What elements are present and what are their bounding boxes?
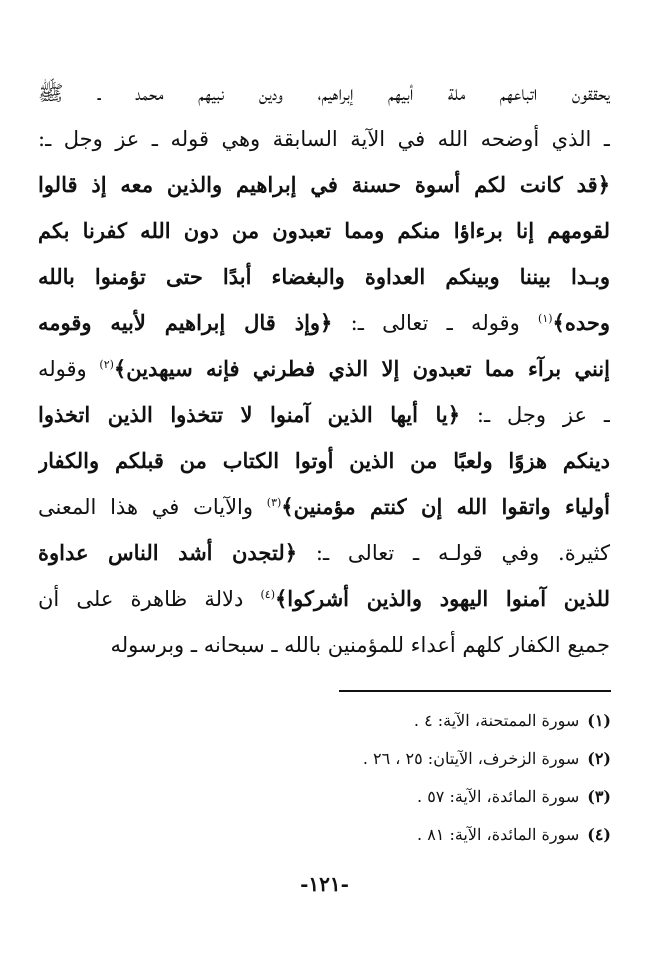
ornate-bracket: ﴾	[274, 586, 288, 611]
quran-verse-text: لقومهم إنا برءاؤا منكم ومما تعبدون من دون الله كفرنا بكم	[38, 218, 610, 243]
quran-verse-text: دينكم هزوًا ولعبًا من الذين أوتوا الكتاب من قبلكم والكفار	[38, 448, 610, 473]
footnote-text: سورة الممتحنة، الآية: ٤ .	[413, 711, 580, 730]
text-line	[38, 162, 610, 208]
text-line	[38, 346, 610, 392]
text-line	[38, 484, 610, 530]
footnotes	[211, 702, 611, 854]
footnote-item	[211, 816, 611, 854]
quran-verse-text: لتجدن أشد الناس عداوة	[38, 540, 285, 565]
body-text-segment: وقوله	[38, 357, 100, 381]
body-text	[38, 70, 610, 668]
quran-verse-text: يا أيها الذين آمنوا لا تتخذوا الذين اتخذوا	[38, 402, 448, 427]
ornate-bracket: ﴾	[113, 356, 127, 381]
body-text-segment: ـ عز وجل ـ:	[460, 403, 610, 427]
quran-verse-text: إنني برآء مما تعبدون إلا الذي فطرني فإنه سيهدين	[126, 356, 610, 381]
ornate-bracket: ﴿	[320, 310, 333, 335]
footnote-text: سورة الزخرف، الآيتان: ٢٥ ، ٢٦ .	[362, 749, 580, 768]
ornate-bracket: ﴾	[281, 494, 294, 519]
body-text-segment: وقوله ـ تعالى ـ:	[332, 311, 539, 335]
text-line	[38, 116, 610, 162]
body-text-segment: كثيرة. وفي قولـه ـ تعالى ـ:	[297, 541, 610, 565]
text-line	[38, 208, 610, 254]
text-line	[38, 70, 610, 116]
quran-verse-text: أولياء واتقوا الله إن كنتم مؤمنين	[293, 494, 610, 519]
footnote-number: (٢)	[587, 749, 611, 768]
footnote-text: سورة المائدة، الآية: ٥٧ .	[417, 787, 580, 806]
ornate-bracket: ﴿	[284, 540, 298, 565]
footnote-number: (٤)	[587, 825, 611, 844]
footnote-item	[211, 740, 611, 778]
footnote-separator	[339, 690, 611, 692]
footnote-reference: (٣)	[266, 496, 282, 509]
quran-verse-text: وإذ قال إبراهيم لأبيه وقومه	[38, 310, 321, 335]
footnote-number: (١)	[587, 711, 611, 730]
quran-verse-text: للذين آمنوا اليهود والذين أشركوا	[287, 586, 610, 611]
page-number: -١٢١-	[300, 872, 349, 896]
quran-verse-text: وبـدا بيننا وبينكم العداوة والبغضاء أبدًا حتى تؤمنوا بالله	[38, 264, 610, 289]
body-text-segment: والآيات في هذا المعنى	[38, 495, 267, 519]
footnote-reference: (٤)	[260, 588, 275, 601]
text-line	[38, 576, 610, 622]
body-text-segment: يحققون اتباعهم ملة أبيهم إبراهيم، ودين نبيهم محمد ـ ﷺ	[38, 81, 610, 105]
text-line	[38, 530, 610, 576]
body-text-segment: جميع الكفار كلهم أعداء للمؤمنين بالله ـ سبحانه ـ وبرسوله	[110, 633, 610, 657]
text-line	[38, 622, 610, 668]
ornate-bracket: ﴿	[597, 172, 610, 197]
ornate-bracket: ﴾	[552, 310, 565, 335]
body-text-segment: دلالة ظاهرة على أن	[38, 587, 261, 611]
ornate-bracket: ﴿	[447, 402, 461, 427]
footnote-item	[211, 778, 611, 816]
quran-verse-text: وحده	[564, 310, 610, 335]
text-line	[38, 300, 610, 346]
footnote-number: (٣)	[587, 787, 611, 806]
body-text-segment: ـ الذي أوضحه الله في الآية السابقة وهي قوله ـ عز وجل ـ:	[38, 127, 610, 151]
footnote-reference: (١)	[538, 312, 553, 325]
text-line	[38, 392, 610, 438]
text-line	[38, 438, 610, 484]
footnote-item	[211, 702, 611, 740]
footnote-text: سورة المائدة، الآية: ٨١ .	[417, 825, 580, 844]
quran-verse-text: قد كانت لكم أسوة حسنة في إبراهيم والذين معه إذ قالوا	[38, 172, 598, 197]
text-line	[38, 254, 610, 300]
footnote-reference: (٢)	[99, 358, 114, 371]
